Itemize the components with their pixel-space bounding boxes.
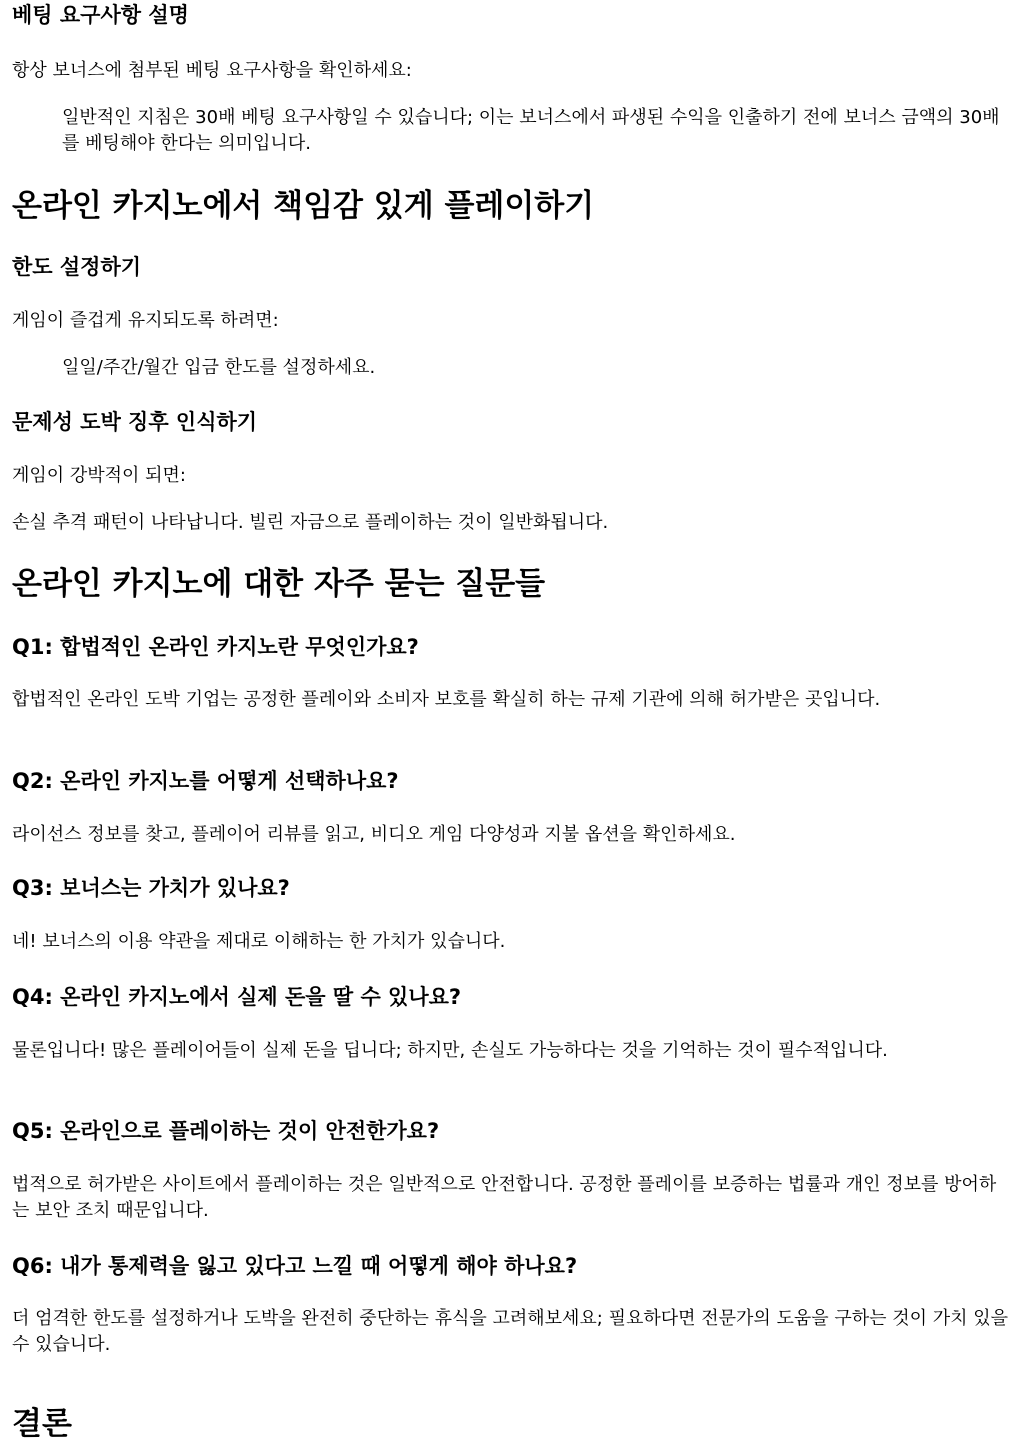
wagering-intro: 항상 보너스에 첨부된 베팅 요구사항을 확인하세요:	[12, 60, 412, 81]
limits-heading: 한도 설정하기	[12, 255, 142, 279]
faq-question-2: Q2: 온라인 카지노를 어떻게 선택하나요?	[12, 769, 399, 793]
faq-answer-5: 법적으로 허가받은 사이트에서 플레이하는 것은 일반적으로 안전합니다. 공정한 플레이를 보증하는 법률과 개인 정보를 방어하는 보안 조치 때문입니다.	[12, 1174, 997, 1221]
responsible-heading: 온라인 카지노에서 책임감 있게 플레이하기	[12, 188, 595, 224]
faq-answer-6: 더 엄격한 한도를 설정하거나 도박을 완전히 중단하는 휴식을 고려해보세요; 필요하다면 전문가의 도움을 구하는 것이 가치 있을 수 있습니다.	[12, 1308, 1009, 1355]
limits-intro: 게임이 즐겁게 유지되도록 하려면:	[12, 310, 279, 331]
limits-item: 일일/주간/월간 입금 한도를 설정하세요.	[62, 357, 376, 378]
faq-answer-2: 라이선스 정보를 찾고, 플레이어 리뷰를 읽고, 비디오 게임 다양성과 지불 옵션을 확인하세요.	[12, 824, 736, 845]
conclusion-heading: 결론	[12, 1406, 72, 1442]
signs-intro: 게임이 강박적이 되면:	[12, 465, 186, 486]
faq-question-3: Q3: 보너스는 가치가 있나요?	[12, 876, 290, 900]
faq-question-1: Q1: 합법적인 온라인 카지노란 무엇인가요?	[12, 635, 419, 659]
faq-question-6: Q6: 내가 통제력을 잃고 있다고 느낄 때 어떻게 해야 하나요?	[12, 1254, 578, 1278]
wagering-heading: 베팅 요구사항 설명	[12, 3, 189, 27]
faq-heading: 온라인 카지노에 대한 자주 묻는 질문들	[12, 566, 546, 602]
faq-answer-1: 합법적인 온라인 도박 기업는 공정한 플레이와 소비자 보호를 확실히 하는 규제 기관에 의해 허가받은 곳입니다.	[12, 689, 881, 710]
signs-text: 손실 추격 패턴이 나타납니다. 빌린 자금으로 플레이하는 것이 일반화됩니다.	[12, 512, 609, 533]
faq-answer-4: 물론입니다! 많은 플레이어들이 실제 돈을 딥니다; 하지만, 손실도 가능하다는 것을 기억하는 것이 필수적입니다.	[12, 1040, 888, 1061]
signs-heading: 문제성 도박 징후 인식하기	[12, 410, 258, 434]
faq-question-5: Q5: 온라인으로 플레이하는 것이 안전한가요?	[12, 1119, 440, 1143]
wagering-quote: 일반적인 지침은 30배 베팅 요구사항일 수 있습니다; 이는 보너스에서 파생된 수익을 인출하기 전에 보너스 금액의 30배를 베팅해야 한다는 의미입니다.	[62, 107, 1000, 154]
faq-answer-3: 네! 보너스의 이용 약관을 제대로 이해하는 한 가치가 있습니다.	[12, 931, 506, 952]
faq-question-4: Q4: 온라인 카지노에서 실제 돈을 딸 수 있나요?	[12, 985, 462, 1009]
